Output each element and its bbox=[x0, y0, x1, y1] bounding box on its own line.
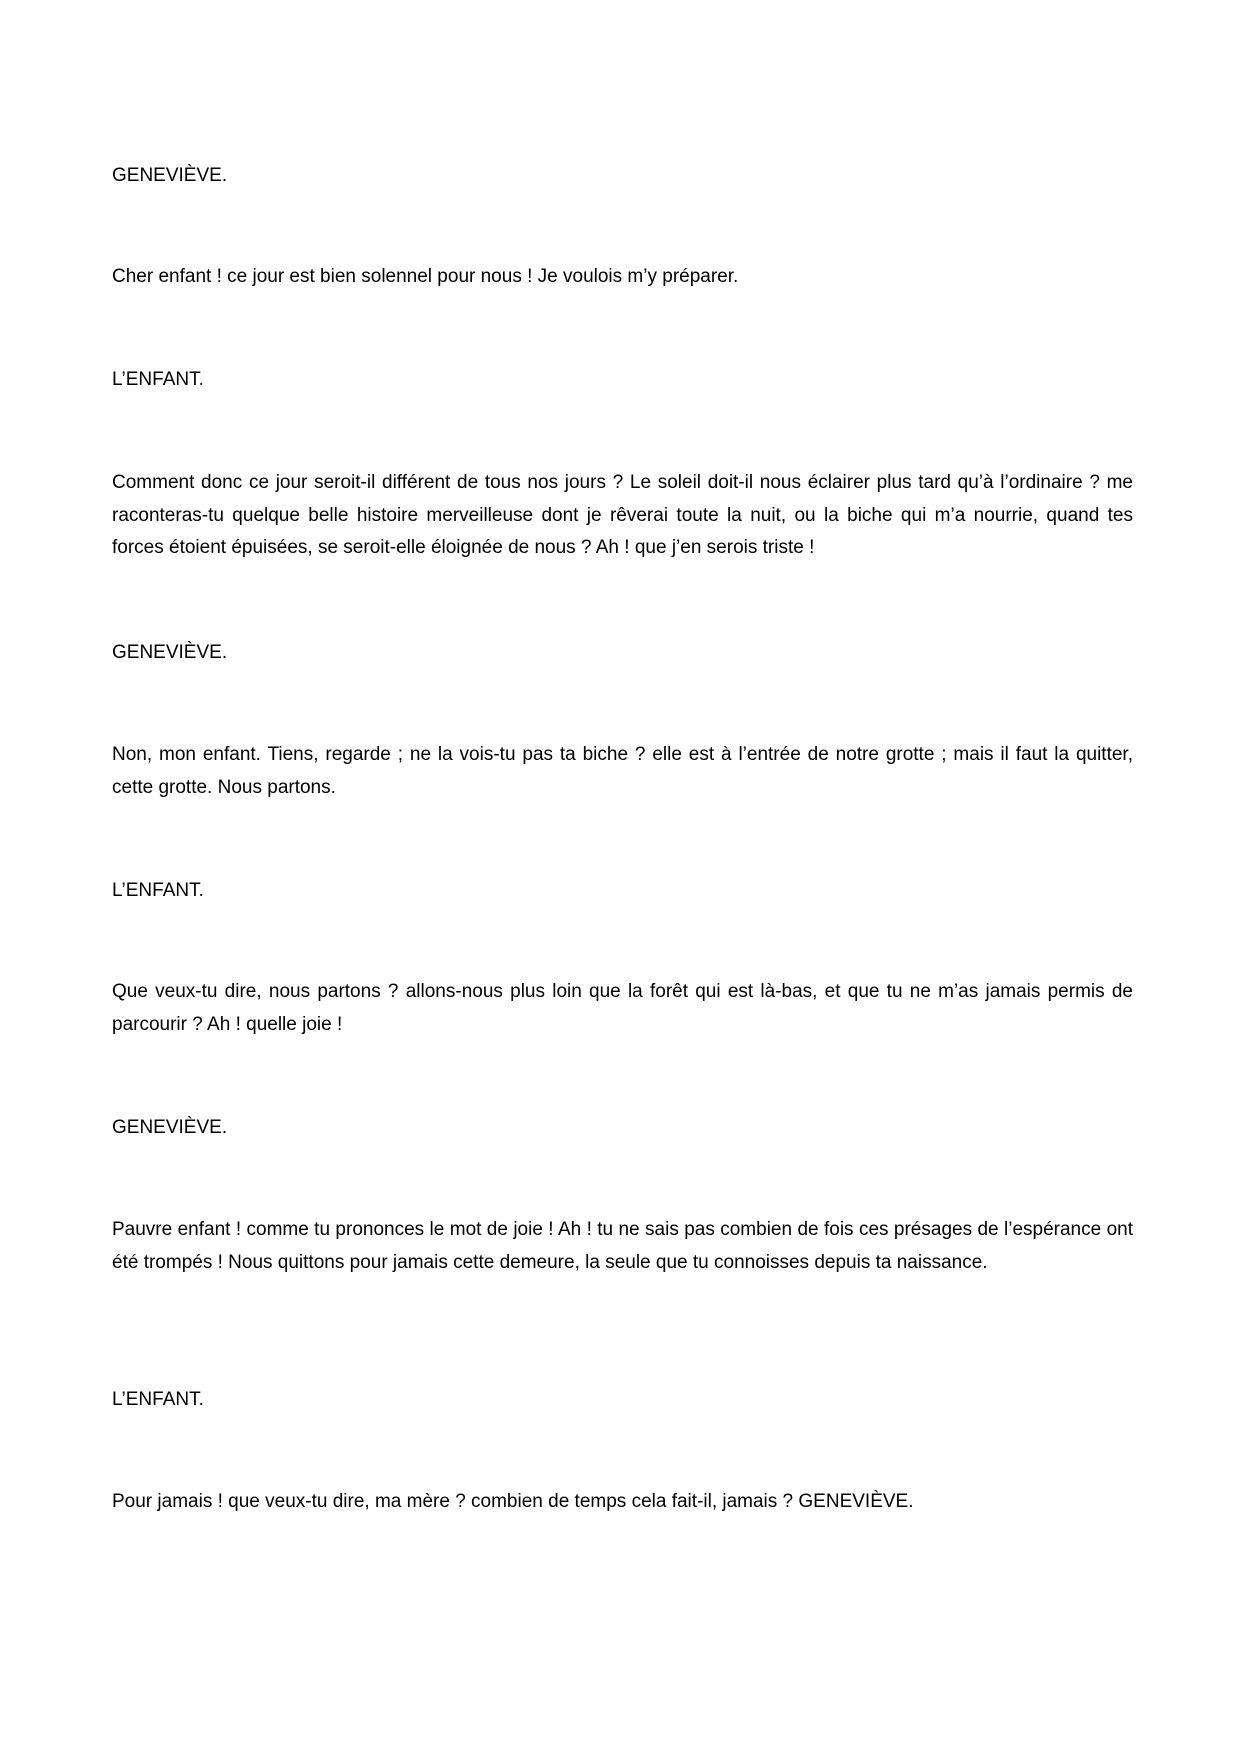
speech-paragraph: Non, mon enfant. Tiens, regarde ; ne la vois-tu pas ta biche ? elle est à l’entrée de notre grotte ; mais il faut la quitter, cette grotte. Nous partons. bbox=[112, 744, 1133, 798]
speaker-enfant: L’ENFANT. bbox=[112, 880, 204, 901]
speaker-enfant: L’ENFANT. bbox=[112, 1389, 204, 1410]
speech-paragraph: Comment donc ce jour seroit-il différent de tous nos jours ? Le soleil doit-il nous éclairer plus tard qu’à l’ordinaire ? me raconteras-tu quelque belle histoire merveilleuse dont je rêverai toute la nuit, ou la biche qui m’a nourrie, quand tes forces étoient épuisées, se seroit-elle éloignée de nous ? Ah ! que j’en serois triste ! bbox=[112, 472, 1133, 558]
speech-paragraph: Cher enfant ! ce jour est bien solennel pour nous ! Je voulois m’y préparer. bbox=[112, 266, 739, 287]
speech-paragraph: Que veux-tu dire, nous partons ? allons-nous plus loin que la forêt qui est là-bas, et que tu ne m’as jamais permis de parcourir ? Ah ! quelle joie ! bbox=[112, 981, 1133, 1035]
speaker-genevieve: GENEVIÈVE. bbox=[112, 1117, 228, 1138]
speaker-enfant: L’ENFANT. bbox=[112, 369, 204, 390]
speech-paragraph: Pour jamais ! que veux-tu dire, ma mère ? combien de temps cela fait-il, jamais ? GENEVIÈVE. bbox=[112, 1491, 914, 1512]
speaker-genevieve: GENEVIÈVE. bbox=[112, 165, 228, 186]
speech-paragraph: Pauvre enfant ! comme tu prononces le mot de joie ! Ah ! tu ne sais pas combien de fois ces présages de l’espérance ont été trompés ! Nous quittons pour jamais cette demeure, la seule que tu connoisses depuis ta naissance. bbox=[112, 1219, 1133, 1273]
speaker-genevieve: GENEVIÈVE. bbox=[112, 642, 228, 663]
